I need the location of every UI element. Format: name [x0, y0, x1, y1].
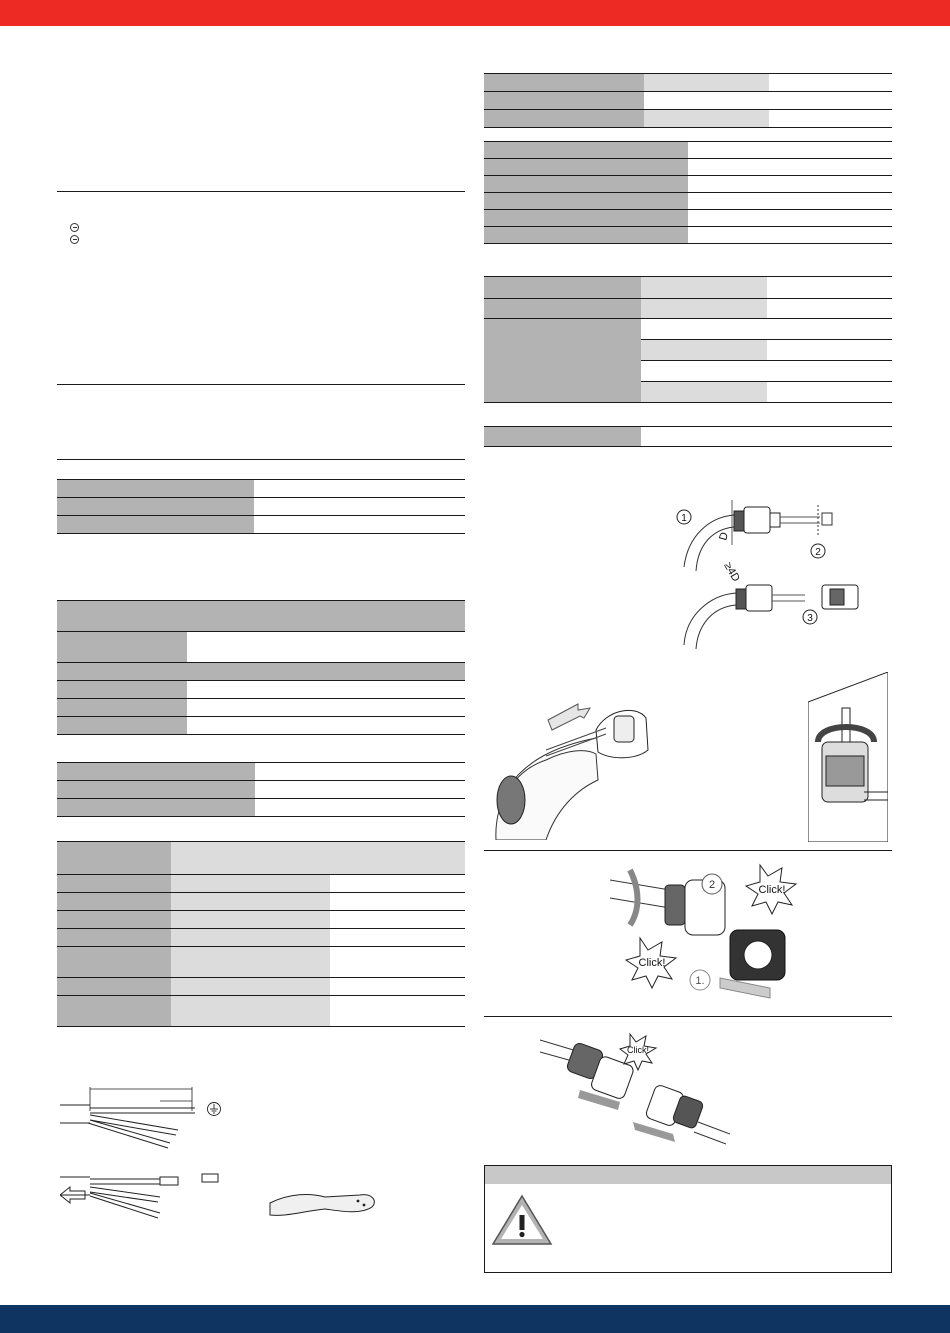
footer-bar — [0, 1305, 950, 1333]
header-bar — [0, 0, 950, 26]
click-label-3: Click! — [627, 1045, 649, 1055]
spec-table-3 — [57, 762, 465, 817]
click-label-2: Click! — [638, 957, 666, 969]
wall-mount-figure — [808, 672, 888, 842]
cable-cut-figure — [670, 495, 870, 655]
bullet-icon — [70, 235, 79, 244]
click-label-1: Click! — [758, 884, 786, 896]
spec-table-6 — [484, 141, 892, 244]
callout-3: 3 — [807, 613, 813, 624]
spec-table-2 — [57, 600, 465, 735]
dimension-4D: ≥4D — [721, 560, 742, 584]
section-rule — [57, 191, 465, 192]
spec-table-1 — [57, 479, 465, 534]
bullet-icon — [70, 223, 79, 232]
spec-table-4 — [57, 841, 465, 1027]
warning-box — [484, 1165, 892, 1273]
ferrule-crimp-figure — [60, 1165, 390, 1225]
warning-triangle-icon — [491, 1194, 553, 1246]
spec-table-7 — [484, 276, 892, 403]
plug-in-figure — [540, 1030, 730, 1150]
section-rule — [57, 459, 465, 460]
callout-1: 1 — [681, 513, 687, 524]
spec-table-5 — [484, 73, 892, 128]
ground-symbol-icon — [206, 1101, 222, 1117]
section-rule — [57, 384, 465, 385]
callout-2: 2 — [815, 547, 821, 558]
insert-wire-figure — [486, 690, 686, 840]
section-rule — [484, 850, 892, 851]
step-2-label: 2 — [708, 879, 716, 891]
warning-header — [485, 1166, 891, 1184]
dimension-D: D — [717, 530, 731, 542]
spec-table-8 — [484, 426, 892, 447]
section-rule — [484, 1016, 892, 1017]
step-1-label: 1. — [695, 975, 705, 987]
assemble-click-figure — [610, 860, 810, 1010]
